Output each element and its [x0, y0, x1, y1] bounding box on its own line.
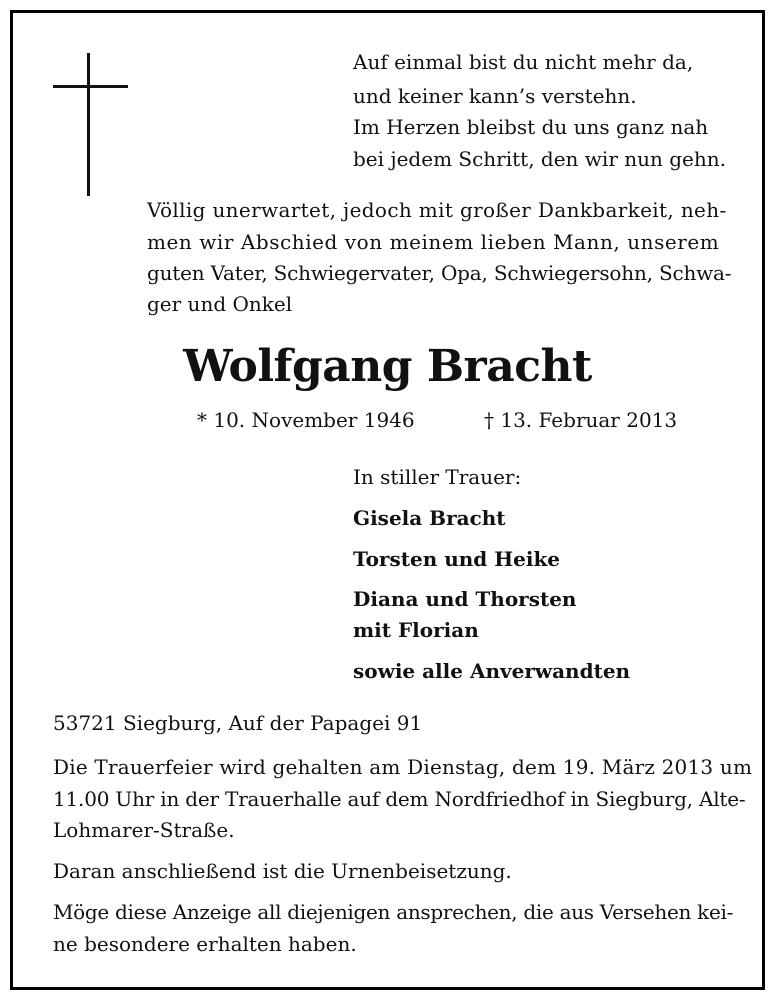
mourner-name: Torsten und Heike: [353, 547, 561, 571]
burial-note: Daran anschließend ist die Urnenbeisetzung.: [53, 859, 512, 883]
mourner-name: Diana und Thorsten: [353, 587, 577, 611]
mourner-name: mit Florian: [353, 618, 479, 642]
intro-line: ger und Onkel: [147, 292, 293, 316]
poem-line: Auf einmal bist du nicht mehr da,: [353, 50, 694, 74]
poem-line: bei jedem Schritt, den wir nun gehn.: [353, 147, 726, 171]
cross-icon: [87, 53, 90, 196]
intro-line: men wir Abschied von meinem lieben Mann, unserem: [147, 230, 720, 254]
poem-line: Im Herzen bleibst du uns ganz nah: [353, 115, 709, 139]
death-date: † 13. Februar 2013: [484, 408, 678, 432]
ceremony-line: Lohmarer-Straße.: [53, 818, 235, 842]
birth-date: * 10. November 1946: [197, 408, 415, 432]
address: 53721 Siegburg, Auf der Papagei 91: [53, 711, 423, 735]
cross-icon-bar: [53, 85, 128, 88]
mourners-heading: In stiller Trauer:: [353, 465, 522, 489]
notice-line: Möge diese Anzeige all diejenigen ansprechen, die aus Versehen kei-: [53, 900, 734, 924]
mourner-name: sowie alle Anverwandten: [353, 659, 631, 683]
ceremony-line: Die Trauerfeier wird gehalten am Dienstag, dem 19. März 2013 um: [53, 755, 753, 779]
intro-line: Völlig unerwartet, jedoch mit großer Dankbarkeit, neh-: [147, 198, 727, 222]
mourner-name: Gisela Bracht: [353, 506, 506, 530]
notice-line: ne besondere erhalten haben.: [53, 932, 357, 956]
intro-line: guten Vater, Schwiegervater, Opa, Schwiegersohn, Schwa-: [147, 261, 732, 285]
poem-line: und keiner kann’s verstehn.: [353, 84, 637, 108]
ceremony-line: 11.00 Uhr in der Trauerhalle auf dem Nordfriedhof in Siegburg, Alte-: [53, 787, 746, 811]
deceased-name: Wolfgang Bracht: [183, 341, 592, 392]
